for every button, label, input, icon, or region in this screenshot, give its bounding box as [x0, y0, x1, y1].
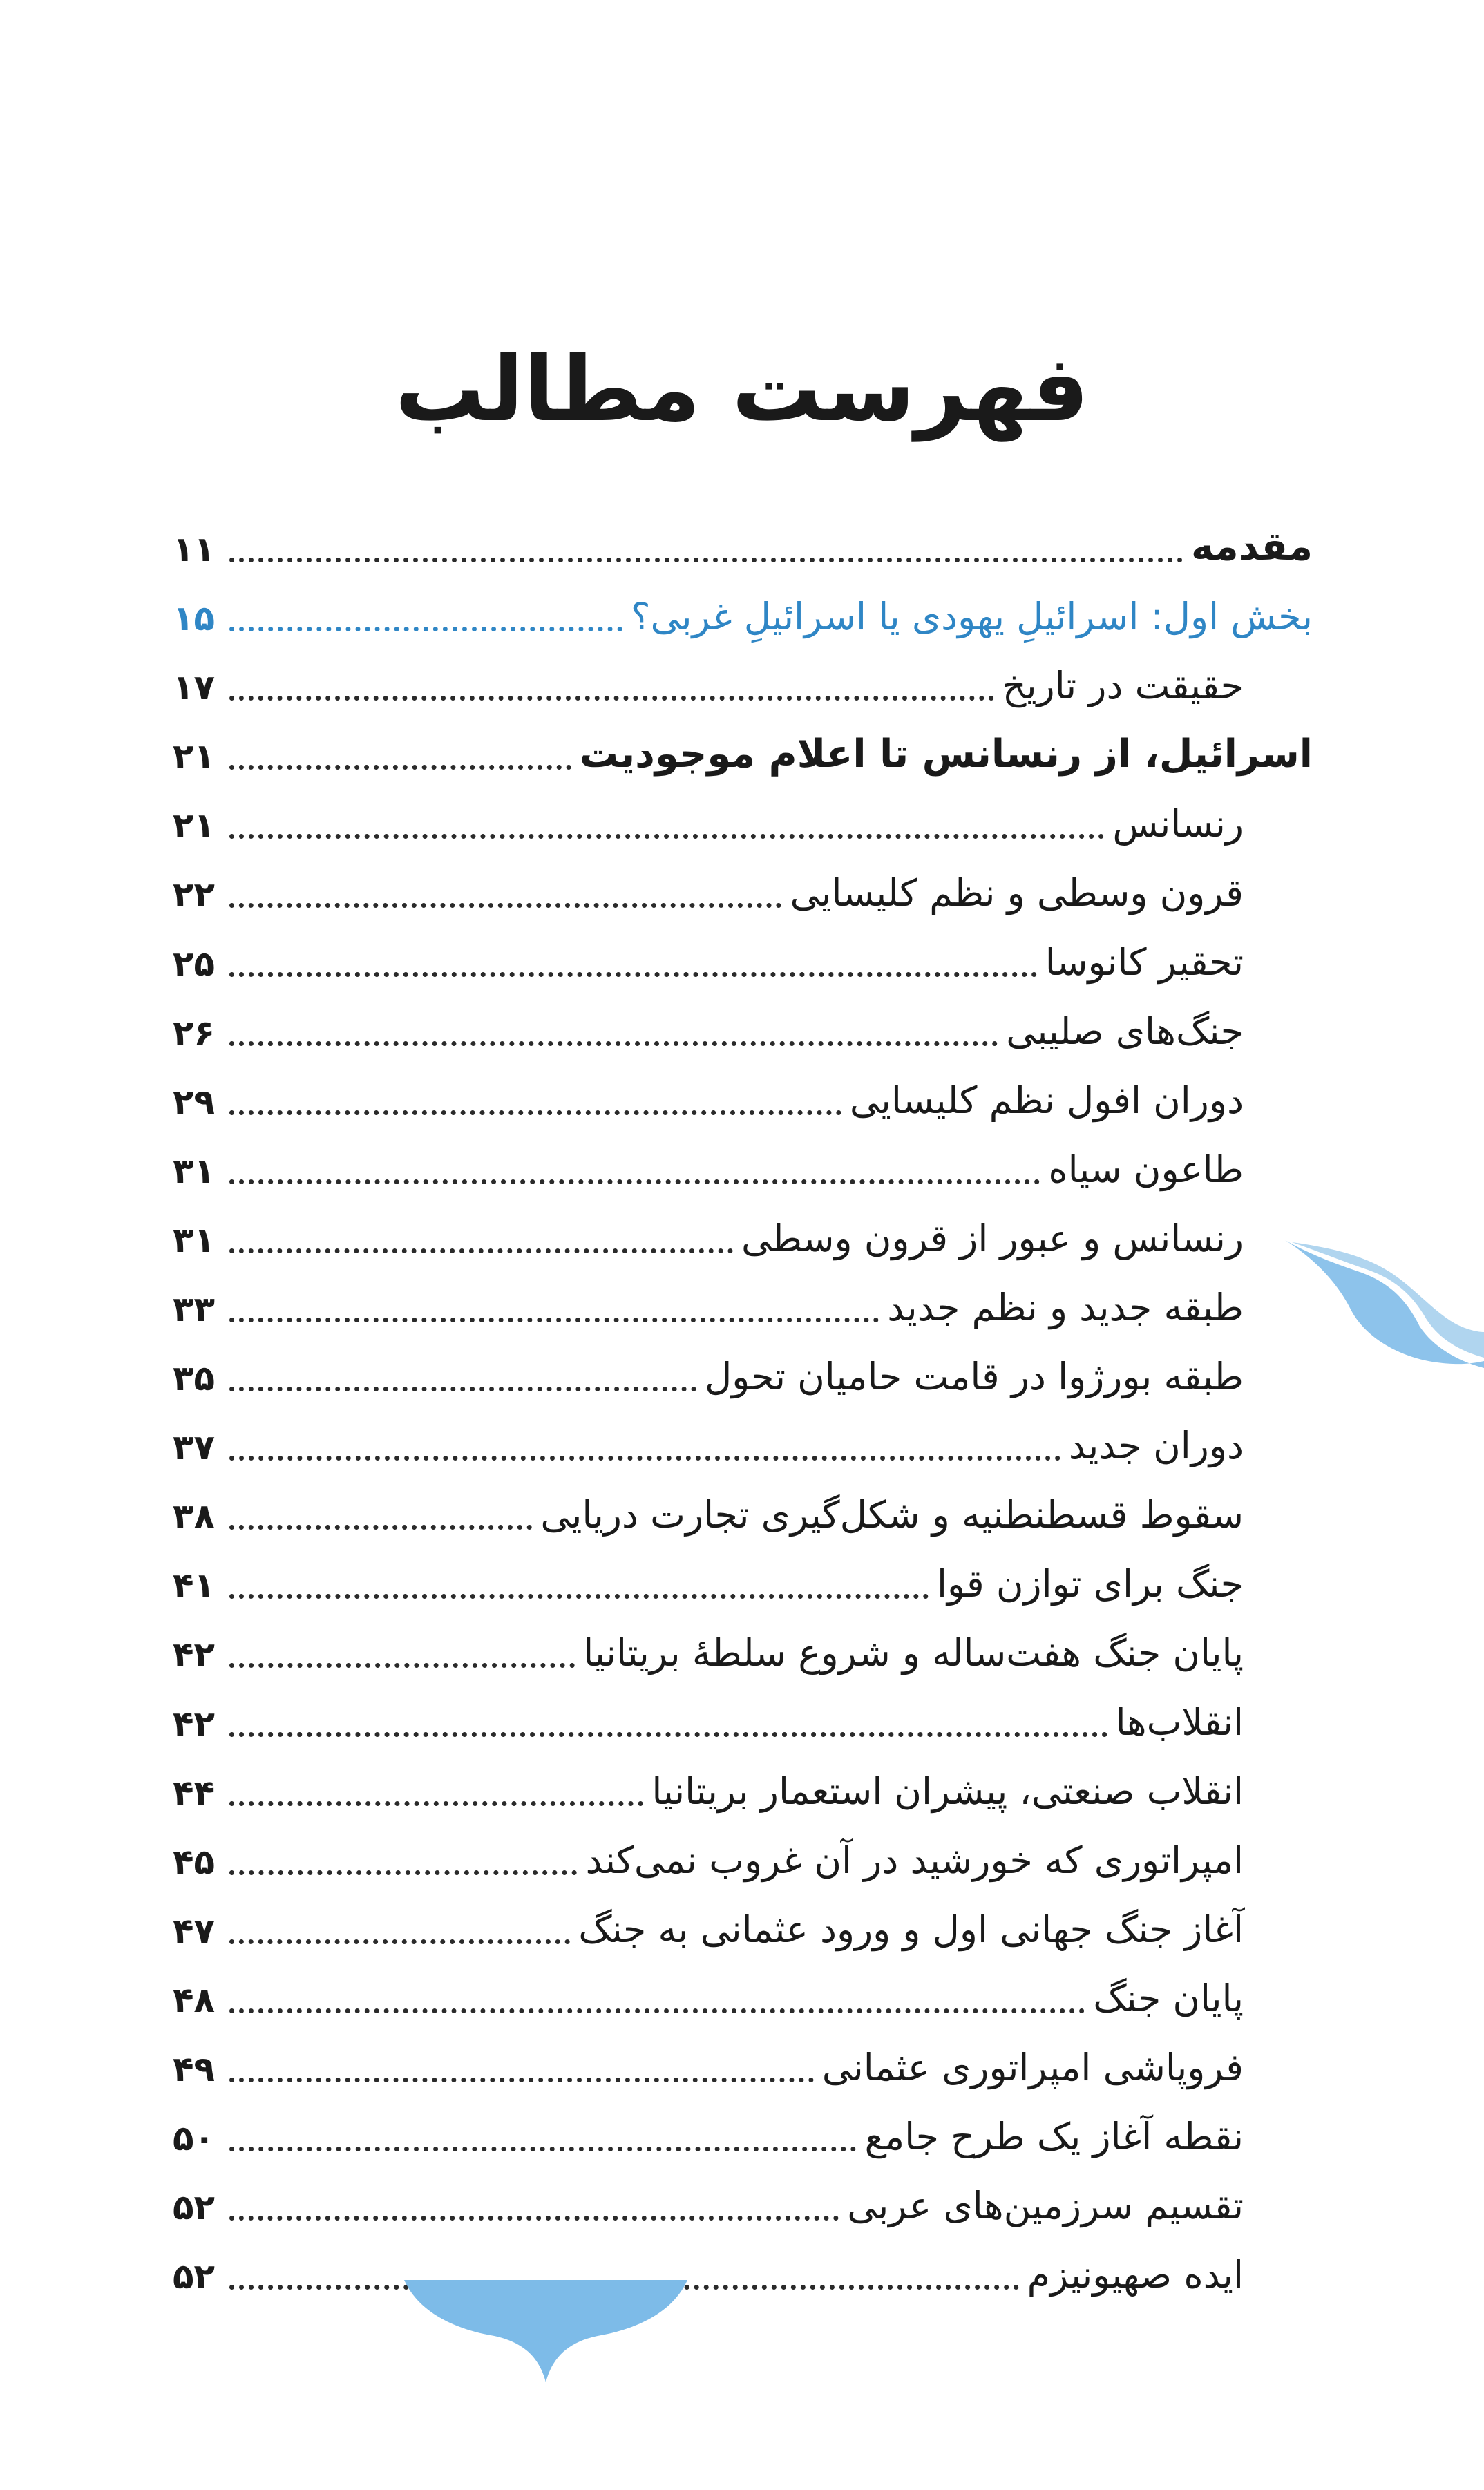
toc-entry	[173, 643, 1313, 712]
toc-entry-title: اسرائیل، از رنسانس تا اعلام موجودیت	[579, 732, 1313, 777]
toc-entry	[173, 988, 1313, 1057]
dot-leader	[229, 1179, 1040, 1184]
toc-entry	[173, 712, 1313, 781]
dot-leader	[229, 1041, 998, 1046]
toc-entry	[173, 1610, 1313, 1679]
dot-leader	[229, 627, 622, 631]
page-title: فهرست مطالب	[394, 336, 1090, 442]
dot-leader	[229, 765, 571, 770]
toc-entry-title: دوران جدید	[1068, 1424, 1244, 1467]
dot-leader	[229, 1594, 929, 1599]
toc-entry-title: مقدمه	[1191, 524, 1313, 569]
toc-entry	[173, 1472, 1313, 1541]
toc-entry-title: بخش اول: اسرائیلِ یهودی یا اسرائیلِ غربی؟	[630, 595, 1313, 638]
dot-leader	[229, 696, 994, 701]
toc-entry-title: دوران افول نظم کلیسایی	[849, 1078, 1244, 1122]
toc-entry-page-number: ۴۲	[173, 1635, 216, 1675]
toc-entry	[173, 1748, 1313, 1817]
toc-entry-page-number: ۳۱	[173, 1220, 216, 1260]
toc-entry-page-number: ۳۱	[173, 1151, 216, 1191]
dot-leader	[229, 972, 1037, 977]
toc-entry-page-number: ۱۱	[173, 529, 216, 569]
toc-entry-title: حقیقت در تاریخ	[1002, 664, 1244, 707]
toc-entry-page-number: ۴۲	[173, 1704, 216, 1744]
toc-entry	[173, 781, 1313, 850]
toc-entry-page-number: ۳۳	[173, 1289, 216, 1329]
toc-entry-title: پایان جنگ	[1093, 1977, 1244, 2020]
toc-entry	[173, 2163, 1313, 2232]
dot-leader	[229, 2078, 814, 2082]
toc-entry-title: آغاز جنگ جهانی اول و ورود عثمانی به جنگ	[578, 1908, 1244, 1951]
dot-leader	[229, 2216, 839, 2221]
toc-entry-page-number: ۵۲	[173, 2187, 216, 2227]
dot-leader	[229, 1456, 1060, 1461]
toc-entry-title: نقطه آغاز یک طرح جامع	[864, 2115, 1244, 2158]
dot-leader	[229, 1525, 532, 1530]
toc-entry-title: ایده صهیونیزم	[1027, 2253, 1244, 2297]
toc-entry-title: قرون وسطی و نظم کلیسایی	[790, 871, 1244, 915]
toc-entry-title: امپراتوری که خورشید در آن غروب نمی‌کند	[585, 1838, 1244, 1882]
toc-entry-title: طاعون سیاه	[1048, 1148, 1244, 1191]
dot-leader	[229, 2147, 856, 2151]
toc-entry-page-number: ۱۵	[173, 598, 216, 638]
toc-entry	[173, 2232, 1313, 2301]
dot-leader	[229, 1663, 575, 1668]
toc-entry-title: طبقه بورژوا در قامت حامیان تحول	[704, 1355, 1244, 1398]
dot-leader	[229, 1387, 696, 1391]
toc-entry-title: انقلاب صنعتی، پیشران استعمار بریتانیا	[651, 1769, 1244, 1813]
dot-leader	[229, 1732, 1107, 1737]
toc-entry	[173, 504, 1313, 573]
side-tab-ornament	[1285, 1216, 1484, 1368]
bottom-tab-ornament	[401, 2280, 691, 2384]
toc-entry-page-number: ۲۱	[173, 736, 216, 777]
toc-entry-page-number: ۴۹	[173, 2049, 216, 2089]
toc-entry-title: تحقیر کانوسا	[1045, 940, 1244, 984]
toc-entry	[173, 1333, 1313, 1403]
toc-entry-page-number: ۲۵	[173, 944, 216, 984]
toc-entry	[173, 1195, 1313, 1264]
toc-entry-page-number: ۳۵	[173, 1358, 216, 1398]
toc-entry-title: رنسانس	[1112, 802, 1244, 846]
toc-entry-page-number: ۳۷	[173, 1427, 216, 1467]
dot-leader	[229, 1248, 733, 1253]
toc-entry-title: جنگ‌های صلیبی	[1006, 1009, 1244, 1053]
toc-entry	[173, 1264, 1313, 1333]
dot-leader	[229, 834, 1104, 839]
toc-entry-page-number: ۲۱	[173, 806, 216, 846]
toc-entry-page-number: ۳۸	[173, 1496, 216, 1537]
toc-entry	[173, 1541, 1313, 1610]
dot-leader	[229, 903, 781, 908]
toc-entry	[173, 919, 1313, 988]
table-of-contents	[173, 504, 1313, 2301]
toc-entry-title: پایان جنگ هفت‌ساله و شروع سلطهٔ بریتانیا	[583, 1631, 1244, 1675]
dot-leader	[229, 1110, 841, 1115]
dot-leader	[229, 1870, 577, 1875]
toc-entry	[173, 2093, 1313, 2163]
toc-entry	[173, 1057, 1313, 1126]
toc-entry	[173, 573, 1313, 643]
toc-entry	[173, 1403, 1313, 1472]
toc-entry	[173, 2024, 1313, 2093]
toc-entry-title: رنسانس و عبور از قرون وسطی	[741, 1217, 1244, 1260]
toc-entry-page-number: ۵۰	[173, 2118, 216, 2158]
toc-entry-page-number: ۴۷	[173, 1911, 216, 1951]
toc-entry-page-number: ۴۸	[173, 1980, 216, 2020]
dot-leader	[229, 1801, 643, 1806]
dot-leader	[229, 2008, 1085, 2013]
toc-entry-title: سقوط قسطنطنیه و شکل‌گیری تجارت دریایی	[540, 1493, 1244, 1537]
toc-entry-page-number: ۴۴	[173, 1773, 216, 1813]
toc-entry-page-number: ۱۷	[173, 667, 216, 707]
toc-entry-page-number: ۲۲	[173, 875, 216, 915]
toc-entry-page-number: ۲۶	[173, 1013, 216, 1053]
toc-entry	[173, 1679, 1313, 1748]
toc-entry	[173, 1886, 1313, 1955]
toc-entry-page-number: ۴۵	[173, 1842, 216, 1882]
dot-leader	[229, 558, 1183, 562]
dot-leader	[229, 1318, 879, 1322]
toc-entry-title: طبقه جدید و نظم جدید	[887, 1286, 1244, 1329]
toc-entry-title: فروپاشی امپراتوری عثمانی	[821, 2046, 1244, 2089]
toc-entry	[173, 1817, 1313, 1886]
toc-entry-page-number: ۲۹	[173, 1082, 216, 1122]
toc-entry-title: جنگ برای توازن قوا	[937, 1562, 1244, 1606]
toc-entry-title: انقلاب‌ها	[1115, 1700, 1244, 1744]
toc-entry-page-number: ۴۱	[173, 1566, 216, 1606]
dot-leader	[229, 1939, 570, 1944]
toc-entry	[173, 1955, 1313, 2024]
toc-entry-page-number: ۵۲	[173, 2256, 216, 2297]
toc-entry-title: تقسیم سرزمین‌های عربی	[847, 2184, 1244, 2227]
toc-entry	[173, 1126, 1313, 1195]
toc-entry	[173, 850, 1313, 919]
